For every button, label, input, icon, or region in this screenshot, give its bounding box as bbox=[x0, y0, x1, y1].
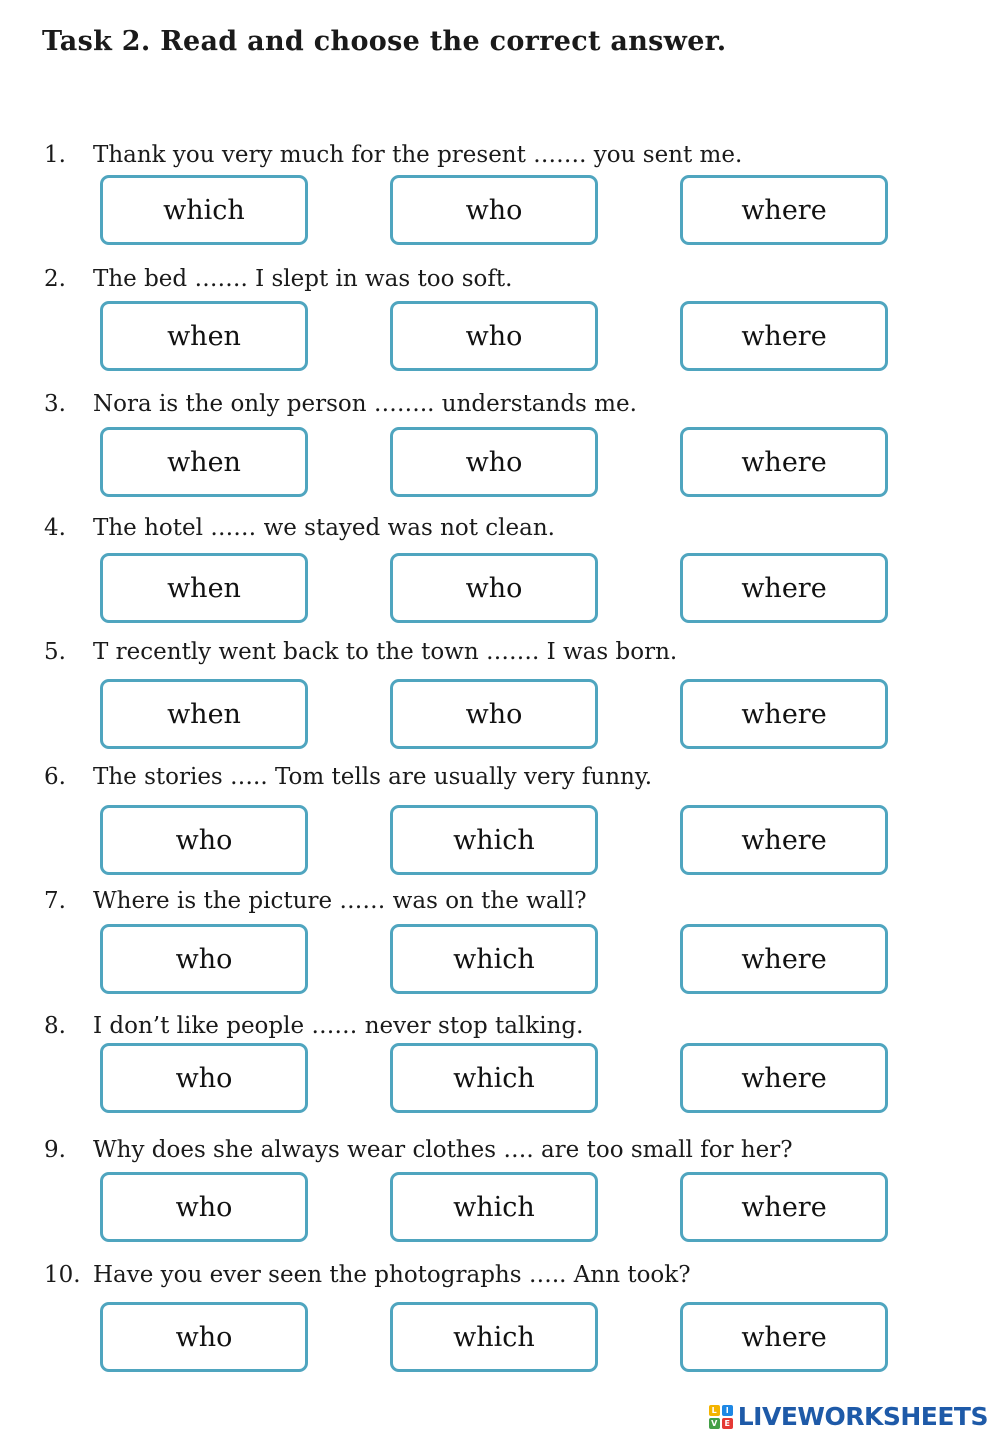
answer-option-1b[interactable]: who bbox=[390, 175, 598, 245]
question-text: The stories ….. Tom tells are usually very funny. bbox=[93, 764, 653, 790]
answer-option-10b[interactable]: which bbox=[390, 1302, 598, 1372]
answer-option-4b[interactable]: who bbox=[390, 553, 598, 623]
answer-option-9c[interactable]: where bbox=[680, 1172, 888, 1242]
question-number: 5. bbox=[44, 639, 66, 665]
question-text: Thank you very much for the present ……. you sent me. bbox=[93, 142, 743, 168]
answer-option-5a[interactable]: when bbox=[100, 679, 308, 749]
liveworksheets-logo bbox=[709, 1402, 988, 1431]
question-text: The hotel …… we stayed was not clean. bbox=[93, 515, 555, 541]
question-text: T recently went back to the town ……. I was born. bbox=[93, 639, 678, 665]
answer-option-8b[interactable]: which bbox=[390, 1043, 598, 1113]
question-text: Where is the picture …… was on the wall? bbox=[93, 888, 587, 914]
logo-letter: V bbox=[709, 1418, 720, 1429]
answer-option-8a[interactable]: who bbox=[100, 1043, 308, 1113]
question-text: I don’t like people …… never stop talking. bbox=[93, 1013, 584, 1039]
answer-option-2a[interactable]: when bbox=[100, 301, 308, 371]
answer-option-3a[interactable]: when bbox=[100, 427, 308, 497]
answer-option-1c[interactable]: where bbox=[680, 175, 888, 245]
answer-option-6b[interactable]: which bbox=[390, 805, 598, 875]
answer-option-10c[interactable]: where bbox=[680, 1302, 888, 1372]
question-number: 9. bbox=[44, 1137, 66, 1163]
answer-option-1a[interactable]: which bbox=[100, 175, 308, 245]
answer-option-9b[interactable]: which bbox=[390, 1172, 598, 1242]
logo-letter: I bbox=[722, 1405, 733, 1416]
question-number: 4. bbox=[44, 515, 66, 541]
answer-option-6c[interactable]: where bbox=[680, 805, 888, 875]
answer-option-6a[interactable]: who bbox=[100, 805, 308, 875]
answer-option-5b[interactable]: who bbox=[390, 679, 598, 749]
question-number: 2. bbox=[44, 266, 66, 292]
answer-option-4c[interactable]: where bbox=[680, 553, 888, 623]
answer-option-9a[interactable]: who bbox=[100, 1172, 308, 1242]
answer-option-5c[interactable]: where bbox=[680, 679, 888, 749]
answer-option-10a[interactable]: who bbox=[100, 1302, 308, 1372]
answer-option-2c[interactable]: where bbox=[680, 301, 888, 371]
answer-option-3b[interactable]: who bbox=[390, 427, 598, 497]
answer-option-7c[interactable]: where bbox=[680, 924, 888, 994]
logo-text: LIVEWORKSHEETS bbox=[737, 1402, 988, 1431]
question-text: Why does she always wear clothes …. are too small for her? bbox=[93, 1137, 793, 1163]
answer-option-7a[interactable]: who bbox=[100, 924, 308, 994]
question-number: 7. bbox=[44, 888, 66, 914]
question-text: The bed ……. I slept in was too soft. bbox=[93, 266, 513, 292]
page-title: Task 2. Read and choose the correct answer. bbox=[42, 26, 727, 57]
question-text: Have you ever seen the photographs ….. Ann took? bbox=[93, 1262, 691, 1288]
answer-option-2b[interactable]: who bbox=[390, 301, 598, 371]
answer-option-3c[interactable]: where bbox=[680, 427, 888, 497]
logo-letter: L bbox=[709, 1405, 720, 1416]
question-number: 1. bbox=[44, 142, 66, 168]
question-number: 8. bbox=[44, 1013, 66, 1039]
question-number: 3. bbox=[44, 391, 66, 417]
question-number: 10. bbox=[44, 1262, 81, 1288]
logo-letter: E bbox=[722, 1418, 733, 1429]
answer-option-4a[interactable]: when bbox=[100, 553, 308, 623]
question-number: 6. bbox=[44, 764, 66, 790]
answer-option-8c[interactable]: where bbox=[680, 1043, 888, 1113]
answer-option-7b[interactable]: which bbox=[390, 924, 598, 994]
question-text: Nora is the only person …….. understands me. bbox=[93, 391, 637, 417]
logo-icon bbox=[709, 1405, 733, 1429]
